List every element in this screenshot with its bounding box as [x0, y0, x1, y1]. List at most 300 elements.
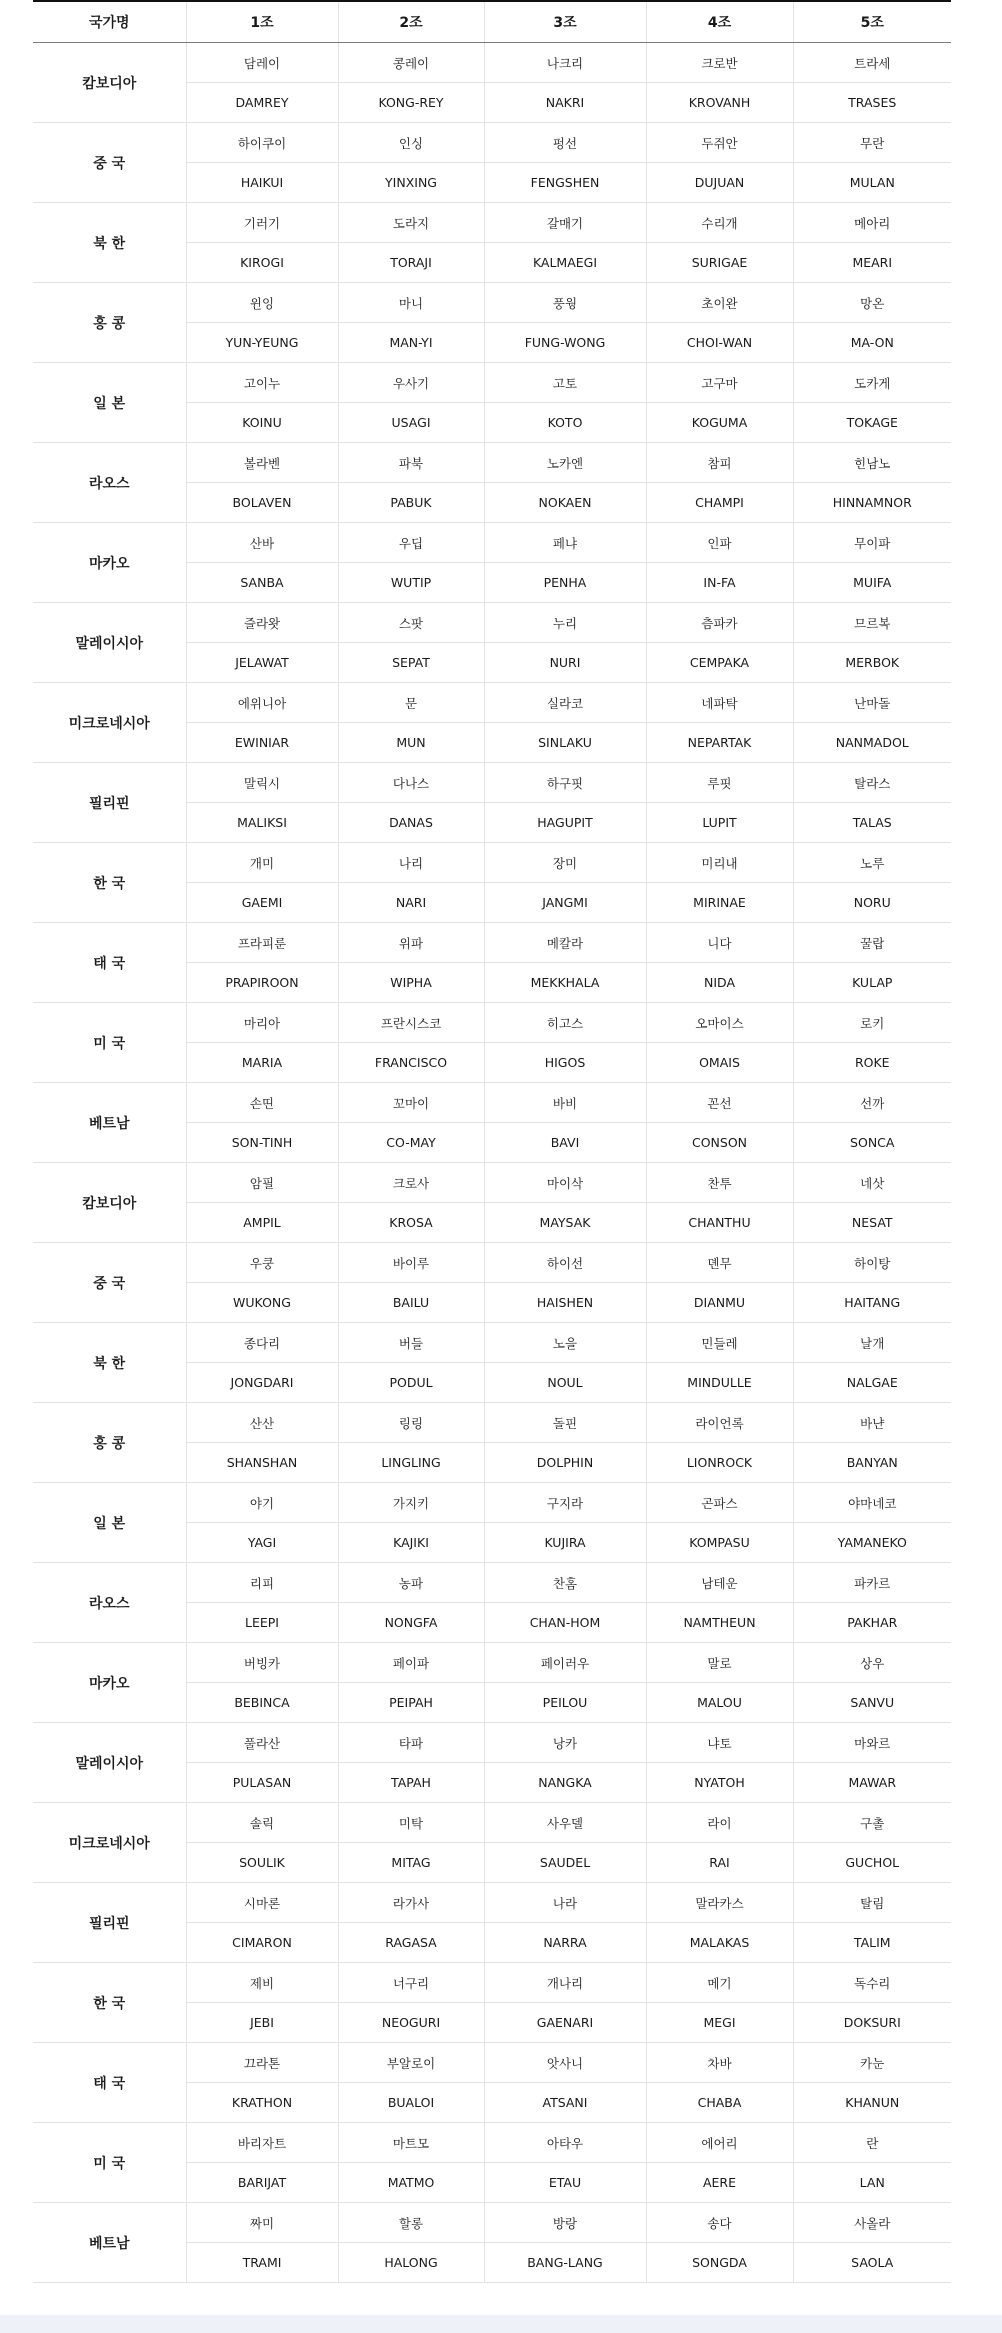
country-name: 미 국: [33, 2123, 186, 2203]
typhoon-name-english: HAISHEN: [484, 1283, 646, 1323]
typhoon-name-korean: 상우: [793, 1643, 951, 1683]
typhoon-name-korean: 두쥐안: [646, 123, 793, 163]
typhoon-name-english: BANG-LANG: [484, 2243, 646, 2283]
typhoon-name-english: TALAS: [793, 803, 951, 843]
typhoon-name-korean: 찬홈: [484, 1563, 646, 1603]
typhoon-name-korean: 부알로이: [338, 2043, 484, 2083]
typhoon-name-english: AERE: [646, 2163, 793, 2203]
typhoon-name-korean: 앗사니: [484, 2043, 646, 2083]
typhoon-name-english: LEEPI: [186, 1603, 338, 1643]
country-name: 미크로네시아: [33, 683, 186, 763]
typhoon-name-korean: 초이완: [646, 283, 793, 323]
typhoon-name-english: KALMAEGI: [484, 243, 646, 283]
typhoon-name-english: SAOLA: [793, 2243, 951, 2283]
typhoon-name-table: [33, 0, 951, 2283]
typhoon-name-korean: 선까: [793, 1083, 951, 1123]
country-name: 태 국: [33, 2043, 186, 2123]
table-row: [33, 1323, 951, 1363]
typhoon-name-korean: 암필: [186, 1163, 338, 1203]
typhoon-name-korean: 파카르: [793, 1563, 951, 1603]
typhoon-name-korean: 하이쿠이: [186, 123, 338, 163]
typhoon-name-korean: 콩레이: [338, 43, 484, 83]
typhoon-name-korean: 독수리: [793, 1963, 951, 2003]
typhoon-name-english: GAENARI: [484, 2003, 646, 2043]
typhoon-name-korean: 다나스: [338, 763, 484, 803]
typhoon-name-english: HINNAMNOR: [793, 483, 951, 523]
table-row: [33, 603, 951, 643]
typhoon-name-korean: 메아리: [793, 203, 951, 243]
typhoon-name-english: MINDULLE: [646, 1363, 793, 1403]
typhoon-name-korean: 노카엔: [484, 443, 646, 483]
typhoon-name-english: KOMPASU: [646, 1523, 793, 1563]
country-name: 필리핀: [33, 1883, 186, 1963]
typhoon-name-english: NALGAE: [793, 1363, 951, 1403]
typhoon-name-english: MALAKAS: [646, 1923, 793, 1963]
table-row: [33, 523, 951, 563]
typhoon-name-english: JEBI: [186, 2003, 338, 2043]
typhoon-name-english: KONG-REY: [338, 83, 484, 123]
typhoon-name-korean: 민들레: [646, 1323, 793, 1363]
typhoon-name-english: LIONROCK: [646, 1443, 793, 1483]
table-header-row: [33, 1, 951, 43]
typhoon-name-korean: 농파: [338, 1563, 484, 1603]
country-name: 태 국: [33, 923, 186, 1003]
country-name: 캄보디아: [33, 43, 186, 123]
typhoon-name-korean: 마트모: [338, 2123, 484, 2163]
typhoon-name-korean: 펑선: [484, 123, 646, 163]
typhoon-name-korean: 라가사: [338, 1883, 484, 1923]
typhoon-name-english: MUIFA: [793, 563, 951, 603]
typhoon-name-english: BUALOI: [338, 2083, 484, 2123]
typhoon-name-korean: 프란시스코: [338, 1003, 484, 1043]
country-name: 북 한: [33, 203, 186, 283]
typhoon-name-korean: 크로반: [646, 43, 793, 83]
table-row: [33, 1723, 951, 1763]
typhoon-name-english: SON-TINH: [186, 1123, 338, 1163]
typhoon-name-english: MARIA: [186, 1043, 338, 1083]
country-name: 미크로네시아: [33, 1803, 186, 1883]
typhoon-name-korean: 라이: [646, 1803, 793, 1843]
typhoon-name-english: MUN: [338, 723, 484, 763]
typhoon-name-korean: 볼라벤: [186, 443, 338, 483]
typhoon-name-english: ROKE: [793, 1043, 951, 1083]
typhoon-name-korean: 카눈: [793, 2043, 951, 2083]
typhoon-name-table-container: [33, 0, 951, 2283]
typhoon-name-korean: 에어리: [646, 2123, 793, 2163]
typhoon-name-korean: 할롱: [338, 2203, 484, 2243]
typhoon-name-korean: 페냐: [484, 523, 646, 563]
typhoon-name-english: PRAPIROON: [186, 963, 338, 1003]
typhoon-name-english: BOLAVEN: [186, 483, 338, 523]
typhoon-name-english: SEPAT: [338, 643, 484, 683]
typhoon-name-korean: 곤파스: [646, 1483, 793, 1523]
typhoon-name-korean: 미리내: [646, 843, 793, 883]
typhoon-name-english: TALIM: [793, 1923, 951, 1963]
table-row: [33, 363, 951, 403]
typhoon-name-korean: 개나리: [484, 1963, 646, 2003]
country-name: 미 국: [33, 1003, 186, 1083]
country-name: 일 본: [33, 363, 186, 443]
country-name: 마카오: [33, 523, 186, 603]
typhoon-name-english: YAMANEKO: [793, 1523, 951, 1563]
typhoon-name-english: CHAN-HOM: [484, 1603, 646, 1643]
typhoon-name-english: MALOU: [646, 1683, 793, 1723]
typhoon-name-english: NEOGURI: [338, 2003, 484, 2043]
typhoon-name-english: NARI: [338, 883, 484, 923]
typhoon-name-english: PENHA: [484, 563, 646, 603]
typhoon-name-korean: 링링: [338, 1403, 484, 1443]
country-name: 홍 콩: [33, 1403, 186, 1483]
typhoon-name-korean: 힌남노: [793, 443, 951, 483]
typhoon-name-english: TRASES: [793, 83, 951, 123]
typhoon-name-korean: 말로: [646, 1643, 793, 1683]
footer-band: [0, 2315, 1002, 2333]
typhoon-name-english: NORU: [793, 883, 951, 923]
typhoon-name-english: YAGI: [186, 1523, 338, 1563]
typhoon-name-english: KULAP: [793, 963, 951, 1003]
typhoon-name-korean: 짜미: [186, 2203, 338, 2243]
typhoon-name-korean: 네파탁: [646, 683, 793, 723]
header-group-2: 2조: [338, 1, 484, 43]
typhoon-name-korean: 방랑: [484, 2203, 646, 2243]
typhoon-name-korean: 마리아: [186, 1003, 338, 1043]
typhoon-name-korean: 라이언록: [646, 1403, 793, 1443]
typhoon-name-korean: 나크리: [484, 43, 646, 83]
typhoon-name-english: LUPIT: [646, 803, 793, 843]
typhoon-name-korean: 메칼라: [484, 923, 646, 963]
country-name: 북 한: [33, 1323, 186, 1403]
country-name: 말레이시아: [33, 1723, 186, 1803]
typhoon-name-korean: 히고스: [484, 1003, 646, 1043]
header-group-5: 5조: [793, 1, 951, 43]
typhoon-name-english: OMAIS: [646, 1043, 793, 1083]
typhoon-name-english: KIROGI: [186, 243, 338, 283]
typhoon-name-english: SOULIK: [186, 1843, 338, 1883]
typhoon-name-korean: 인싱: [338, 123, 484, 163]
typhoon-name-korean: 산바: [186, 523, 338, 563]
typhoon-name-korean: 차바: [646, 2043, 793, 2083]
typhoon-name-english: KAJIKI: [338, 1523, 484, 1563]
typhoon-name-english: DANAS: [338, 803, 484, 843]
typhoon-name-english: AMPIL: [186, 1203, 338, 1243]
typhoon-name-korean: 도라지: [338, 203, 484, 243]
typhoon-name-english: GAEMI: [186, 883, 338, 923]
typhoon-name-english: CHANTHU: [646, 1203, 793, 1243]
typhoon-name-english: DOKSURI: [793, 2003, 951, 2043]
typhoon-name-english: HAIKUI: [186, 163, 338, 203]
table-row: [33, 2203, 951, 2243]
typhoon-name-english: LAN: [793, 2163, 951, 2203]
table-row: [33, 1083, 951, 1123]
typhoon-name-korean: 찬투: [646, 1163, 793, 1203]
country-name: 필리핀: [33, 763, 186, 843]
typhoon-name-english: MEGI: [646, 2003, 793, 2043]
typhoon-name-english: BAVI: [484, 1123, 646, 1163]
typhoon-name-english: MA-ON: [793, 323, 951, 363]
country-name: 일 본: [33, 1483, 186, 1563]
country-name: 베트남: [33, 1083, 186, 1163]
typhoon-name-korean: 풍웡: [484, 283, 646, 323]
typhoon-name-english: NEPARTAK: [646, 723, 793, 763]
table-row: [33, 1403, 951, 1443]
typhoon-name-english: TRAMI: [186, 2243, 338, 2283]
typhoon-name-english: HALONG: [338, 2243, 484, 2283]
typhoon-name-english: MALIKSI: [186, 803, 338, 843]
table-row: [33, 1243, 951, 1283]
typhoon-name-korean: 나리: [338, 843, 484, 883]
country-name: 캄보디아: [33, 1163, 186, 1243]
typhoon-name-english: YINXING: [338, 163, 484, 203]
typhoon-name-english: CEMPAKA: [646, 643, 793, 683]
typhoon-name-english: DAMREY: [186, 83, 338, 123]
typhoon-name-korean: 우사기: [338, 363, 484, 403]
typhoon-name-english: RAGASA: [338, 1923, 484, 1963]
typhoon-name-english: USAGI: [338, 403, 484, 443]
typhoon-name-english: MAYSAK: [484, 1203, 646, 1243]
typhoon-name-korean: 꼰선: [646, 1083, 793, 1123]
typhoon-name-english: BAILU: [338, 1283, 484, 1323]
typhoon-name-korean: 송다: [646, 2203, 793, 2243]
typhoon-name-english: KROVANH: [646, 83, 793, 123]
typhoon-name-english: NESAT: [793, 1203, 951, 1243]
typhoon-name-english: SONGDA: [646, 2243, 793, 2283]
typhoon-name-english: MATMO: [338, 2163, 484, 2203]
typhoon-name-english: NONGFA: [338, 1603, 484, 1643]
typhoon-name-korean: 제비: [186, 1963, 338, 2003]
typhoon-name-english: MAWAR: [793, 1763, 951, 1803]
typhoon-name-english: SHANSHAN: [186, 1443, 338, 1483]
typhoon-name-english: LINGLING: [338, 1443, 484, 1483]
typhoon-name-english: NAMTHEUN: [646, 1603, 793, 1643]
table-row: [33, 43, 951, 83]
typhoon-name-korean: 위파: [338, 923, 484, 963]
typhoon-name-english: DUJUAN: [646, 163, 793, 203]
typhoon-name-korean: 하이탕: [793, 1243, 951, 1283]
typhoon-name-korean: 로키: [793, 1003, 951, 1043]
typhoon-name-english: ATSANI: [484, 2083, 646, 2123]
typhoon-name-english: JONGDARI: [186, 1363, 338, 1403]
typhoon-name-english: YUN-YEUNG: [186, 323, 338, 363]
table-row: [33, 1563, 951, 1603]
typhoon-name-korean: 꿀랍: [793, 923, 951, 963]
country-name: 마카오: [33, 1643, 186, 1723]
typhoon-name-korean: 프라피룬: [186, 923, 338, 963]
typhoon-name-korean: 담레이: [186, 43, 338, 83]
country-name: 한 국: [33, 1963, 186, 2043]
table-row: [33, 2043, 951, 2083]
typhoon-name-english: WIPHA: [338, 963, 484, 1003]
typhoon-name-english: IN-FA: [646, 563, 793, 603]
typhoon-name-english: BEBINCA: [186, 1683, 338, 1723]
typhoon-name-english: PEILOU: [484, 1683, 646, 1723]
typhoon-name-korean: 사올라: [793, 2203, 951, 2243]
typhoon-name-korean: 바냔: [793, 1403, 951, 1443]
typhoon-name-english: CHAMPI: [646, 483, 793, 523]
typhoon-name-korean: 누리: [484, 603, 646, 643]
typhoon-name-korean: 끄라톤: [186, 2043, 338, 2083]
typhoon-name-english: MEARI: [793, 243, 951, 283]
typhoon-name-korean: 크로사: [338, 1163, 484, 1203]
typhoon-name-english: HAGUPIT: [484, 803, 646, 843]
header-group-1: 1조: [186, 1, 338, 43]
typhoon-name-korean: 도카게: [793, 363, 951, 403]
typhoon-name-english: PAKHAR: [793, 1603, 951, 1643]
typhoon-name-korean: 마이삭: [484, 1163, 646, 1203]
typhoon-name-english: JELAWAT: [186, 643, 338, 683]
typhoon-name-english: NANGKA: [484, 1763, 646, 1803]
typhoon-name-korean: 참피: [646, 443, 793, 483]
typhoon-name-english: NANMADOL: [793, 723, 951, 763]
typhoon-name-english: EWINIAR: [186, 723, 338, 763]
table-body: [33, 43, 951, 2283]
table-row: [33, 283, 951, 323]
typhoon-name-english: NAKRI: [484, 83, 646, 123]
typhoon-name-korean: 버들: [338, 1323, 484, 1363]
table-row: [33, 1803, 951, 1843]
typhoon-name-korean: 미탁: [338, 1803, 484, 1843]
country-name: 중 국: [33, 1243, 186, 1323]
country-name: 베트남: [33, 2203, 186, 2283]
typhoon-name-english: TAPAH: [338, 1763, 484, 1803]
typhoon-name-korean: 하구핏: [484, 763, 646, 803]
typhoon-name-korean: 윈잉: [186, 283, 338, 323]
typhoon-name-korean: 종다리: [186, 1323, 338, 1363]
table-row: [33, 1163, 951, 1203]
typhoon-name-english: FENGSHEN: [484, 163, 646, 203]
country-name: 한 국: [33, 843, 186, 923]
typhoon-name-korean: 우쿵: [186, 1243, 338, 1283]
typhoon-name-english: KRATHON: [186, 2083, 338, 2123]
typhoon-name-korean: 뎬무: [646, 1243, 793, 1283]
typhoon-name-english: KHANUN: [793, 2083, 951, 2123]
typhoon-name-english: FUNG-WONG: [484, 323, 646, 363]
typhoon-name-english: MAN-YI: [338, 323, 484, 363]
typhoon-name-english: HAITANG: [793, 1283, 951, 1323]
typhoon-name-korean: 야마네코: [793, 1483, 951, 1523]
typhoon-name-english: NYATOH: [646, 1763, 793, 1803]
typhoon-name-korean: 마와르: [793, 1723, 951, 1763]
typhoon-name-korean: 날개: [793, 1323, 951, 1363]
typhoon-name-korean: 탈림: [793, 1883, 951, 1923]
typhoon-name-english: JANGMI: [484, 883, 646, 923]
typhoon-name-korean: 산산: [186, 1403, 338, 1443]
typhoon-name-korean: 기러기: [186, 203, 338, 243]
typhoon-name-english: FRANCISCO: [338, 1043, 484, 1083]
country-name: 말레이시아: [33, 603, 186, 683]
typhoon-name-english: MULAN: [793, 163, 951, 203]
typhoon-name-korean: 장미: [484, 843, 646, 883]
typhoon-name-english: NOKAEN: [484, 483, 646, 523]
typhoon-name-korean: 니다: [646, 923, 793, 963]
table-header: [33, 1, 951, 43]
table-row: [33, 1643, 951, 1683]
typhoon-name-english: BANYAN: [793, 1443, 951, 1483]
country-name: 라오스: [33, 443, 186, 523]
table-row: [33, 763, 951, 803]
typhoon-name-english: CHOI-WAN: [646, 323, 793, 363]
typhoon-name-korean: 루핏: [646, 763, 793, 803]
country-name: 중 국: [33, 123, 186, 203]
typhoon-name-korean: 바이루: [338, 1243, 484, 1283]
typhoon-name-korean: 리피: [186, 1563, 338, 1603]
typhoon-name-korean: 파북: [338, 443, 484, 483]
typhoon-name-korean: 즐라왓: [186, 603, 338, 643]
typhoon-name-english: KROSA: [338, 1203, 484, 1243]
typhoon-name-english: CIMARON: [186, 1923, 338, 1963]
typhoon-name-korean: 실라코: [484, 683, 646, 723]
typhoon-name-english: PEIPAH: [338, 1683, 484, 1723]
typhoon-name-korean: 인파: [646, 523, 793, 563]
typhoon-name-korean: 개미: [186, 843, 338, 883]
typhoon-name-korean: 하이선: [484, 1243, 646, 1283]
typhoon-name-english: PABUK: [338, 483, 484, 523]
header-group-4: 4조: [646, 1, 793, 43]
table-row: [33, 123, 951, 163]
typhoon-name-english: WUKONG: [186, 1283, 338, 1323]
typhoon-name-english: SANBA: [186, 563, 338, 603]
typhoon-name-korean: 구지라: [484, 1483, 646, 1523]
typhoon-name-english: SANVU: [793, 1683, 951, 1723]
typhoon-name-korean: 노을: [484, 1323, 646, 1363]
typhoon-name-english: MIRINAE: [646, 883, 793, 923]
typhoon-name-korean: 란: [793, 2123, 951, 2163]
header-group-3: 3조: [484, 1, 646, 43]
typhoon-name-korean: 냐토: [646, 1723, 793, 1763]
typhoon-name-english: DOLPHIN: [484, 1443, 646, 1483]
typhoon-name-korean: 시마론: [186, 1883, 338, 1923]
typhoon-name-korean: 꼬마이: [338, 1083, 484, 1123]
typhoon-name-korean: 고구마: [646, 363, 793, 403]
typhoon-name-english: NOUL: [484, 1363, 646, 1403]
typhoon-name-korean: 낭카: [484, 1723, 646, 1763]
typhoon-name-english: NARRA: [484, 1923, 646, 1963]
typhoon-name-english: MERBOK: [793, 643, 951, 683]
typhoon-name-korean: 난마돌: [793, 683, 951, 723]
typhoon-name-korean: 문: [338, 683, 484, 723]
typhoon-name-korean: 아타우: [484, 2123, 646, 2163]
table-row: [33, 1483, 951, 1523]
typhoon-name-english: KUJIRA: [484, 1523, 646, 1563]
typhoon-name-english: KOGUMA: [646, 403, 793, 443]
typhoon-name-korean: 말라카스: [646, 1883, 793, 1923]
typhoon-name-korean: 구촐: [793, 1803, 951, 1843]
typhoon-name-korean: 사우델: [484, 1803, 646, 1843]
table-row: [33, 1883, 951, 1923]
typhoon-name-korean: 바비: [484, 1083, 646, 1123]
typhoon-name-korean: 버빙카: [186, 1643, 338, 1683]
typhoon-name-english: GUCHOL: [793, 1843, 951, 1883]
typhoon-name-korean: 우딥: [338, 523, 484, 563]
typhoon-name-korean: 츰파카: [646, 603, 793, 643]
typhoon-name-english: NIDA: [646, 963, 793, 1003]
typhoon-name-english: WUTIP: [338, 563, 484, 603]
typhoon-name-english: HIGOS: [484, 1043, 646, 1083]
typhoon-name-english: CHABA: [646, 2083, 793, 2123]
table-row: [33, 683, 951, 723]
typhoon-name-english: KOTO: [484, 403, 646, 443]
typhoon-name-korean: 야기: [186, 1483, 338, 1523]
typhoon-name-korean: 므르복: [793, 603, 951, 643]
typhoon-name-korean: 노루: [793, 843, 951, 883]
typhoon-name-korean: 메기: [646, 1963, 793, 2003]
typhoon-name-english: SAUDEL: [484, 1843, 646, 1883]
typhoon-name-english: SURIGAE: [646, 243, 793, 283]
table-row: [33, 2123, 951, 2163]
typhoon-name-korean: 솔릭: [186, 1803, 338, 1843]
typhoon-name-korean: 탈라스: [793, 763, 951, 803]
typhoon-name-korean: 고이누: [186, 363, 338, 403]
typhoon-name-english: KOINU: [186, 403, 338, 443]
